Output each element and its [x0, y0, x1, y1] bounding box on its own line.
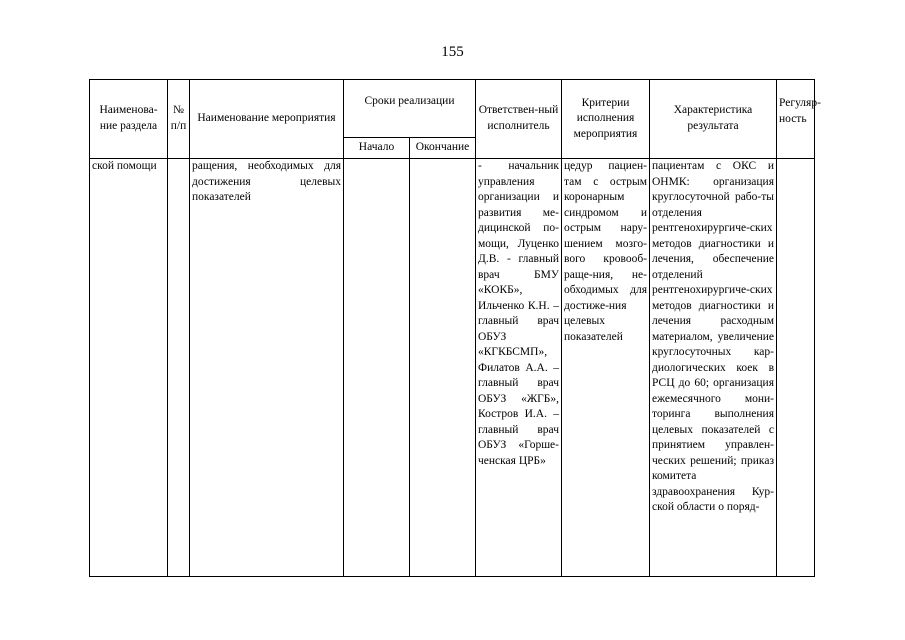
header-start: Начало	[344, 138, 410, 159]
cell-end	[410, 159, 476, 577]
cell-number	[168, 159, 190, 577]
table-header	[90, 80, 821, 159]
header-regularity: Регуляр-ность	[777, 80, 815, 159]
cell-section-name: ской помощи	[90, 159, 168, 577]
header-responsible: Ответствен-ный исполнитель	[476, 80, 562, 159]
cell-event-name: ращения, необходимых для достижения целевых показателей	[190, 159, 344, 577]
header-end: Окончание	[410, 138, 476, 159]
header-dates: Сроки реализации	[344, 80, 476, 138]
header-number: № п/п	[168, 80, 190, 159]
cell-criteria: цедур пациен-там с острым коронарным синдромом и острым нару-шением мозго-вого кровооб-раще-ния, не-обходимых для достиже-ния целевых показателей	[562, 159, 650, 577]
table-row	[90, 159, 815, 577]
cell-start	[344, 159, 410, 577]
cell-regularity	[777, 159, 815, 577]
cell-responsible: - начальник управления организации и развития ме-дицинской по-мощи, Луценко Д.В. - главный врач БМУ «КОКБ», Ильченко К.Н. – главный врач ОБУЗ «КГКБСМП», Филатов А.А. – главный врач ОБУЗ «ЖГБ», Костров И.А. – главный врач ОБУЗ «Горше-ченская ЦРБ»	[476, 159, 562, 577]
header-event-name: Наименование мероприятия	[190, 80, 344, 159]
page-number: 155	[441, 44, 464, 60]
header-section-name: Наименова-ние раздела	[90, 80, 168, 159]
header-criteria: Критерии исполнения мероприятия	[562, 80, 650, 159]
header-result: Характеристика результата	[650, 80, 777, 159]
action-plan-table	[89, 79, 821, 577]
cell-result: пациентам с ОКС и ОНМК: организация круглосуточной рабо-ты отделения рентгенохирургиче-ских методов диагностики и лечения, обеспечение отделений рентгенохирургиче-ских методов диагностики и лечения расходным материалом, увеличение круглосуточных кар-диологических коек в РСЦ до 60; организация ежемесячного мони-торинга выполнения целевых показателей с принятием управлен-ческих решений; приказ комитета здравоохранения Кур-ской области о поряд-	[650, 159, 777, 577]
